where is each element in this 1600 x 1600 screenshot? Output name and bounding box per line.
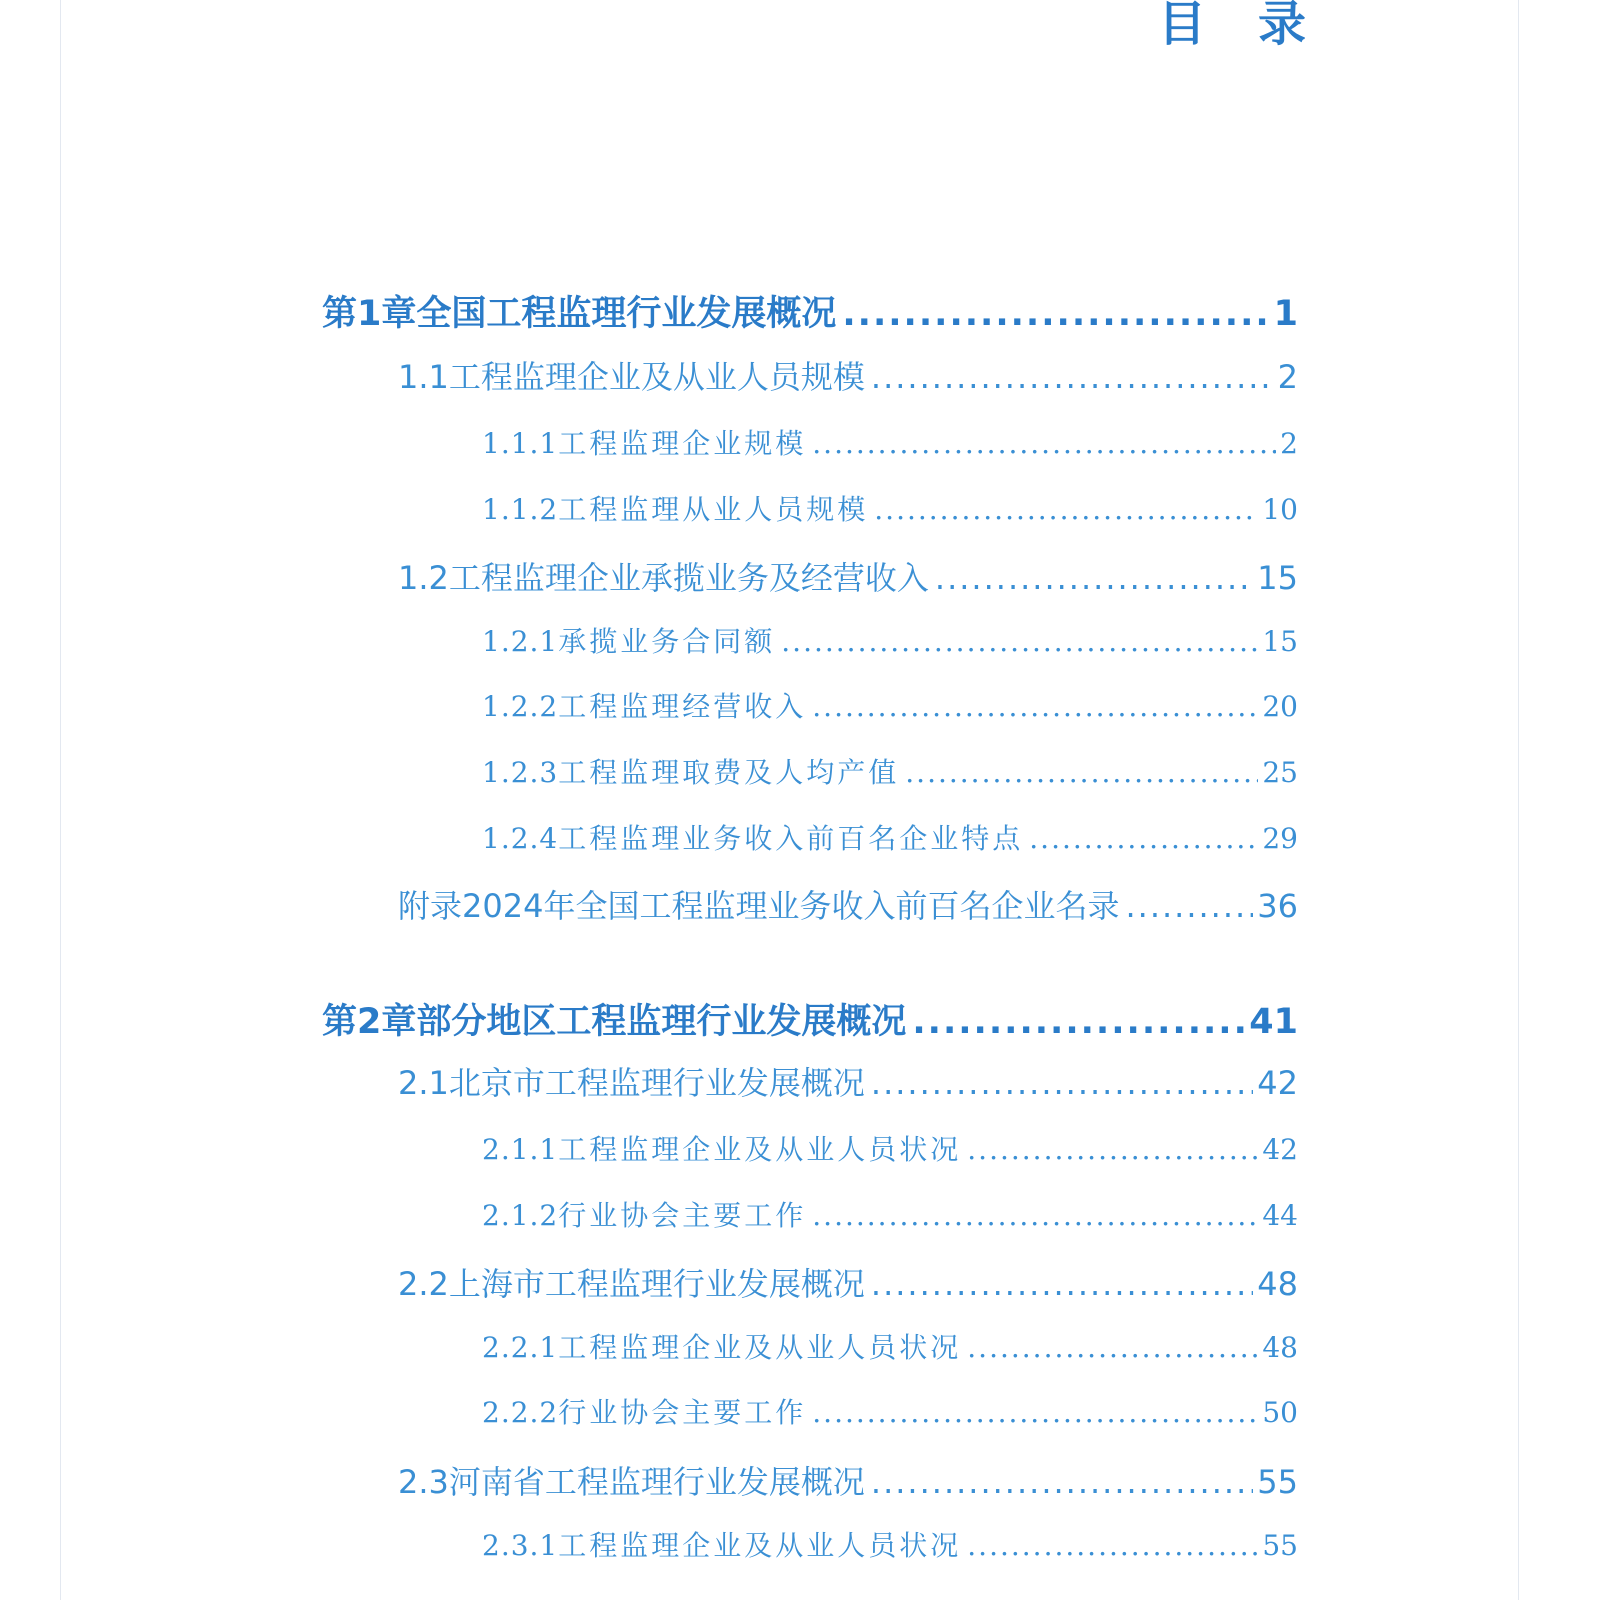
entry-page: 42 — [1257, 1064, 1298, 1102]
entry-page: 48 — [1262, 1331, 1298, 1364]
entry-number: 第1章 — [322, 294, 417, 334]
entry-title: 工程监理业务收入前百名企业特点 — [558, 822, 1024, 855]
entry-page: 29 — [1262, 822, 1298, 855]
toc-entry[interactable] — [482, 817, 1298, 857]
entry-number: 附录 — [398, 887, 463, 925]
dot-leader — [871, 1265, 1253, 1303]
dot-leader — [912, 1002, 1245, 1042]
entry-number: 1.1 — [398, 358, 449, 396]
dot-leader — [1125, 887, 1253, 925]
toc-entry[interactable] — [482, 1326, 1298, 1366]
entry-page: 55 — [1262, 1529, 1298, 1562]
toc-entry[interactable] — [482, 685, 1298, 725]
entry-page: 1 — [1273, 294, 1298, 334]
dot-leader — [874, 493, 1258, 526]
dot-leader — [812, 427, 1276, 460]
toc-entry[interactable] — [322, 994, 1298, 1044]
entry-page: 2 — [1277, 358, 1298, 396]
entry-number: 1.2.4 — [482, 822, 559, 855]
toc-entry[interactable] — [398, 352, 1298, 398]
entry-title: 工程监理企业规模 — [558, 427, 807, 460]
dot-leader — [871, 1463, 1253, 1501]
entry-number: 2.1 — [398, 1064, 449, 1102]
entry-title: 承揽业务合同额 — [558, 625, 776, 658]
entry-title: 行业协会主要工作 — [558, 1396, 807, 1429]
entry-number: 1.1.2 — [482, 493, 559, 526]
entry-number: 2.1.2 — [482, 1199, 559, 1232]
toc-entry[interactable] — [322, 286, 1298, 336]
toc-entry[interactable] — [482, 751, 1298, 791]
toc-entry[interactable] — [482, 1391, 1298, 1431]
toc-entry[interactable] — [482, 1194, 1298, 1234]
entry-number: 1.1.1 — [482, 427, 559, 460]
entry-title: 河南省工程监理行业发展概况 — [448, 1463, 865, 1501]
entry-page: 2 — [1280, 427, 1298, 460]
entry-number: 2.2.1 — [482, 1331, 559, 1364]
toc-entry[interactable] — [398, 881, 1298, 927]
entry-page: 20 — [1262, 690, 1298, 723]
entry-title: 工程监理经营收入 — [558, 690, 807, 723]
entry-number: 2.1.1 — [482, 1133, 559, 1166]
entry-page: 42 — [1262, 1133, 1298, 1166]
entry-page: 41 — [1249, 1002, 1298, 1042]
toc-entry[interactable] — [398, 553, 1298, 599]
entry-page: 55 — [1257, 1463, 1298, 1501]
entry-number: 1.2 — [398, 559, 449, 597]
entry-title: 工程监理企业及从业人员状况 — [558, 1331, 962, 1364]
toc-entry[interactable] — [482, 1128, 1298, 1168]
toc-entry[interactable] — [398, 1457, 1298, 1503]
entry-number: 第2章 — [322, 1002, 417, 1042]
entry-page: 50 — [1262, 1396, 1298, 1429]
entry-number: 1.2.2 — [482, 690, 559, 723]
dot-leader — [871, 1064, 1253, 1102]
toc-entry[interactable] — [398, 1058, 1298, 1104]
dot-leader — [812, 1199, 1258, 1232]
entry-page: 25 — [1262, 756, 1298, 789]
entry-title: 上海市工程监理行业发展概况 — [448, 1265, 865, 1303]
dot-leader — [935, 559, 1253, 597]
dot-leader — [967, 1331, 1258, 1364]
entry-title: 2024年全国工程监理业务收入前百名企业名录 — [462, 887, 1120, 925]
entry-number: 2.3 — [398, 1463, 449, 1501]
toc-entry[interactable] — [482, 488, 1298, 528]
entry-page: 15 — [1257, 559, 1298, 597]
toc-entry[interactable] — [398, 1259, 1298, 1305]
entry-number: 2.2 — [398, 1265, 449, 1303]
dot-leader — [1029, 822, 1258, 855]
entry-number: 1.2.3 — [482, 756, 559, 789]
entry-page: 36 — [1257, 887, 1298, 925]
entry-title: 工程监理企业及从业人员状况 — [558, 1529, 962, 1562]
entry-number: 2.2.2 — [482, 1396, 559, 1429]
dot-leader — [967, 1529, 1258, 1562]
dot-leader — [905, 756, 1258, 789]
dot-leader — [812, 690, 1258, 723]
entry-page: 15 — [1262, 625, 1298, 658]
dot-leader — [812, 1396, 1258, 1429]
entry-number: 1.2.1 — [482, 625, 559, 658]
entry-title: 北京市工程监理行业发展概况 — [448, 1064, 865, 1102]
entry-title: 工程监理从业人员规模 — [558, 493, 869, 526]
toc-entry[interactable] — [482, 620, 1298, 660]
entry-title: 行业协会主要工作 — [558, 1199, 807, 1232]
entry-title: 全国工程监理行业发展概况 — [416, 294, 837, 334]
entry-page: 44 — [1262, 1199, 1298, 1232]
toc-entry[interactable] — [482, 1524, 1298, 1564]
entry-title: 部分地区工程监理行业发展概况 — [416, 1002, 907, 1042]
entry-page: 48 — [1257, 1265, 1298, 1303]
dot-leader — [967, 1133, 1258, 1166]
entry-title: 工程监理取费及人均产值 — [558, 756, 900, 789]
dot-leader — [871, 358, 1274, 396]
entry-number: 2.3.1 — [482, 1529, 559, 1562]
dot-leader — [781, 625, 1258, 658]
entry-title: 工程监理企业及从业人员状况 — [558, 1133, 962, 1166]
entry-title: 工程监理企业承揽业务及经营收入 — [448, 559, 929, 597]
entry-title: 工程监理企业及从业人员规模 — [448, 358, 865, 396]
entry-page: 10 — [1262, 493, 1298, 526]
toc-entry[interactable] — [482, 422, 1298, 462]
dot-leader — [842, 294, 1269, 334]
toc-title: 目录 — [1158, 0, 1359, 52]
